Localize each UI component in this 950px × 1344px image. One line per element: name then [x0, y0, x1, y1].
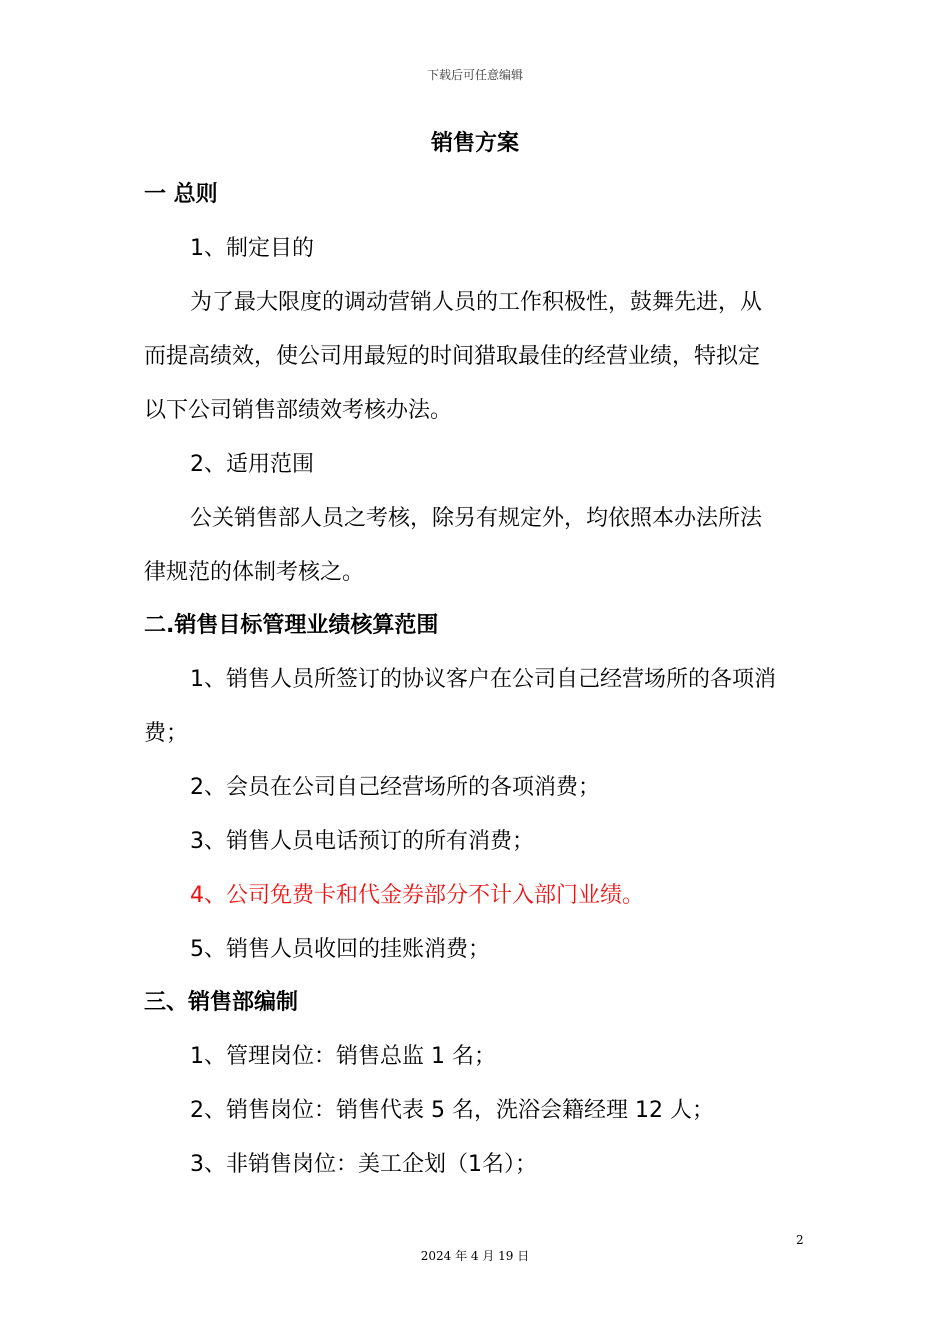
section-heading-general: 一 总则 — [144, 182, 218, 207]
paragraph-line: 公关销售部人员之考核，除另有规定外，均依照本办法所法 — [190, 506, 763, 531]
list-item: 1、管理岗位：销售总监 1 名； — [190, 1044, 496, 1069]
list-item: 1、销售人员所签订的协议客户在公司自己经营场所的各项消 — [190, 667, 776, 692]
subheading-scope: 2、适用范围 — [190, 452, 314, 477]
list-item-highlighted: 4、公司免费卡和代金券部分不计入部门业绩。 — [190, 883, 644, 908]
list-item: 3、非销售岗位：美工企划（1名）； — [190, 1152, 537, 1177]
list-item: 2、销售岗位：销售代表 5 名，洗浴会籍经理 12 人； — [190, 1098, 714, 1123]
list-item: 3、销售人员电话预订的所有消费； — [190, 829, 534, 854]
section-heading-sales-target: 二.销售目标管理业绩核算范围 — [144, 613, 439, 638]
page-number: 2 — [796, 1233, 804, 1247]
document-title: 销售方案 — [430, 131, 519, 156]
footer-date: 2024 年 4 月 19 日 — [420, 1249, 530, 1263]
header-note: 下载后可任意编辑 — [426, 68, 523, 82]
subheading-purpose: 1、制定目的 — [190, 236, 314, 261]
list-item-continuation: 费； — [144, 721, 189, 746]
list-item: 2、会员在公司自己经营场所的各项消费； — [190, 775, 600, 800]
paragraph-line: 为了最大限度的调动营销人员的工作积极性，鼓舞先进，从 — [190, 290, 763, 315]
section-heading-staffing: 三、销售部编制 — [144, 990, 299, 1015]
paragraph-line: 以下公司销售部绩效考核办法。 — [144, 398, 453, 423]
paragraph-line: 律规范的体制考核之。 — [144, 560, 365, 585]
paragraph-line: 而提高绩效，使公司用最短的时间猎取最佳的经营业绩，特拟定 — [144, 344, 761, 369]
list-item: 5、销售人员收回的挂账消费； — [190, 937, 490, 962]
